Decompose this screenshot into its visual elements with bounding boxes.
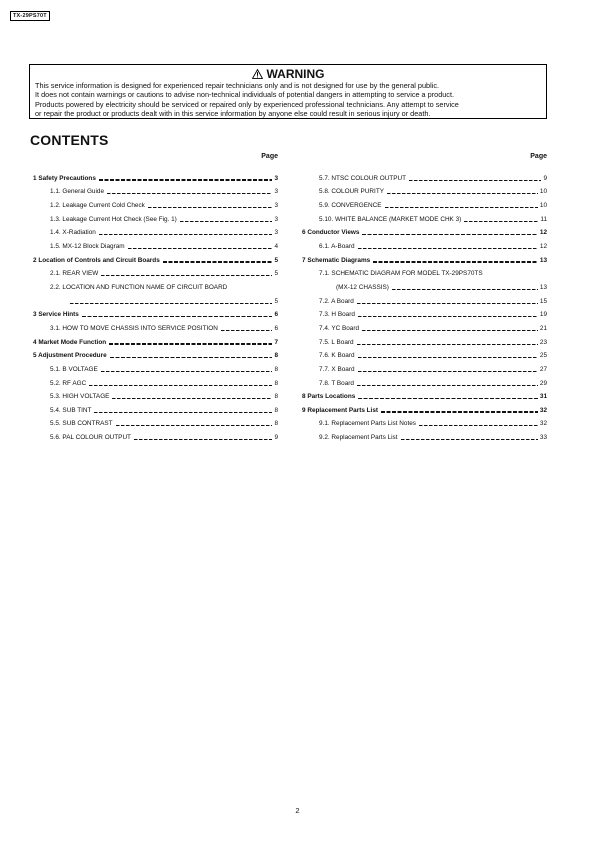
toc-entry[interactable] xyxy=(33,306,278,320)
toc-leader-dots xyxy=(373,261,538,263)
toc-entry-page: 8 xyxy=(274,406,278,414)
toc-entry-page: 15 xyxy=(539,297,547,305)
toc-leader-dots xyxy=(401,439,538,440)
toc-entry[interactable] xyxy=(302,292,547,306)
toc-entry[interactable] xyxy=(302,183,547,197)
warning-line: or repair the product or products dealt with in this service information by anyone else could result in serious injury or death. xyxy=(35,109,431,119)
toc-leader-dots xyxy=(110,357,273,359)
toc-entry-page: 3 xyxy=(274,201,278,209)
toc-entry[interactable] xyxy=(302,196,547,210)
toc-entry-page: 10 xyxy=(539,188,547,196)
toc-entry-title: 1.3. Leakage Current Hot Check (See Fig. 1) xyxy=(50,215,177,223)
toc-entry[interactable] xyxy=(302,374,547,388)
toc-leader-dots xyxy=(148,207,273,208)
toc-entry[interactable] xyxy=(302,401,547,415)
toc-entry[interactable] xyxy=(302,265,547,279)
toc-entry-page: 8 xyxy=(274,365,278,373)
toc-entry[interactable] xyxy=(33,210,278,224)
toc-leader-dots xyxy=(94,412,272,413)
toc-entry-title: 2.2. LOCATION AND FUNCTION NAME OF CIRCUIT BOARD xyxy=(50,283,228,291)
toc-leader-dots xyxy=(70,303,272,304)
toc-entry-title: 1.2. Leakage Current Cold Check xyxy=(50,201,145,209)
toc-entry-page: 12 xyxy=(539,229,547,237)
toc-entry[interactable] xyxy=(302,360,547,374)
toc-entry[interactable] xyxy=(302,347,547,361)
warning-line: It does not contain warnings or cautions to advise non-technical individuals of potential dangers in attempting to service a product. xyxy=(35,90,455,100)
toc-entry-title: 9.1. Replacement Parts List Notes xyxy=(319,420,416,428)
toc-entry[interactable] xyxy=(33,415,278,429)
toc-leader-dots xyxy=(112,398,272,399)
toc-leader-dots xyxy=(134,439,272,440)
toc-entry[interactable] xyxy=(33,319,278,333)
toc-entry[interactable] xyxy=(302,333,547,347)
toc-entry[interactable] xyxy=(302,224,547,238)
toc-leader-dots xyxy=(101,371,273,372)
toc-entry-page: 32 xyxy=(539,420,547,428)
warning-title: WARNING xyxy=(266,67,325,81)
toc-entry-page: 8 xyxy=(274,352,278,360)
toc-entry[interactable] xyxy=(33,265,278,279)
toc-entry[interactable] xyxy=(33,251,278,265)
toc-entry[interactable] xyxy=(33,428,278,442)
warning-box xyxy=(29,64,547,119)
toc-leader-dots xyxy=(221,330,273,331)
toc-leader-dots xyxy=(116,425,273,426)
toc-entry-title: 1.5. MX-12 Block Diagram xyxy=(50,242,125,250)
toc-entry-page: 32 xyxy=(539,406,547,414)
toc-entry[interactable] xyxy=(302,278,547,292)
toc-leader-dots xyxy=(358,371,538,372)
toc-leader-dots xyxy=(89,385,272,386)
toc-entry-title: 7.1. SCHEMATIC DIAGRAM FOR MODEL TX-29PS70TS xyxy=(319,270,483,278)
toc-entry[interactable] xyxy=(33,401,278,415)
toc-entry-title: 7.7. X Board xyxy=(319,365,355,373)
toc-entry[interactable] xyxy=(33,196,278,210)
toc-entry[interactable] xyxy=(33,374,278,388)
toc-entry-page: 19 xyxy=(539,311,547,319)
toc-leader-dots xyxy=(464,221,538,222)
toc-entry-title: 5.6. PAL COLOUR OUTPUT xyxy=(50,434,131,442)
warning-line: Products powered by electricity should be serviced or repaired only by experienced professional technicians. Any attempt to service xyxy=(35,99,459,109)
toc-entry-page: 3 xyxy=(274,215,278,223)
toc-leader-dots xyxy=(357,385,538,386)
toc-entry[interactable] xyxy=(33,224,278,238)
warning-text xyxy=(35,81,541,119)
toc-leader-dots xyxy=(180,221,273,222)
toc-entry[interactable] xyxy=(33,169,278,183)
toc-leader-dots xyxy=(392,289,538,290)
toc-entry-page: 21 xyxy=(539,324,547,332)
toc-entry-page: 33 xyxy=(539,434,547,442)
toc-entry-title: (MX-12 CHASSIS) xyxy=(336,283,389,291)
toc-entry[interactable] xyxy=(33,333,278,347)
toc-entry-page: 10 xyxy=(539,201,547,209)
warning-triangle-icon xyxy=(252,69,263,79)
toc-entry-page: 5 xyxy=(274,256,278,264)
toc-leader-dots xyxy=(362,330,538,331)
toc-entry[interactable] xyxy=(302,210,547,224)
page-column-header: Page xyxy=(530,153,547,160)
toc-entry-title: 7.8. T Board xyxy=(319,379,354,387)
toc-column-right xyxy=(302,152,547,442)
toc-entry-title: 7.4. YC Board xyxy=(319,324,360,332)
toc-leader-dots xyxy=(362,234,537,236)
toc-entry-title: 9.2. Replacement Parts List xyxy=(319,434,398,442)
toc-entry[interactable] xyxy=(302,237,547,251)
toc-entry-page: 3 xyxy=(274,229,278,237)
toc-entry-page: 7 xyxy=(274,338,278,346)
toc-column-left xyxy=(33,152,278,442)
toc-entry[interactable] xyxy=(302,428,547,442)
toc-leader-dots xyxy=(358,398,538,400)
toc-entry-title: 5.2. RF AGC xyxy=(50,379,87,387)
toc-entry-page: 23 xyxy=(539,338,547,346)
toc-entry-title: 5 Adjustment Procedure xyxy=(33,352,107,360)
toc-entry[interactable] xyxy=(33,237,278,251)
toc-entry[interactable] xyxy=(302,251,547,265)
contents-title: CONTENTS xyxy=(30,132,109,148)
toc-entry-page: 4 xyxy=(274,242,278,250)
toc-entry-page: 29 xyxy=(539,379,547,387)
toc-entry-page: 6 xyxy=(274,324,278,332)
toc-leader-dots xyxy=(358,357,538,358)
toc-entry-page: 25 xyxy=(539,352,547,360)
warning-line: This service information is designed for experienced repair technicians only and is not designed for use by the general public. xyxy=(35,81,439,90)
toc-entry-page: 3 xyxy=(274,188,278,196)
toc-leader-dots xyxy=(419,425,538,426)
toc-entry-title: 6 Conductor Views xyxy=(302,229,360,237)
toc-leader-dots xyxy=(381,411,538,413)
toc-entry-title: 5.10. WHITE BALANCE (MARKET MODE CHK 3) xyxy=(319,215,462,223)
warning-heading xyxy=(35,67,541,81)
toc-entry-page: 6 xyxy=(274,311,278,319)
model-label: TX-29PS70T xyxy=(10,11,50,21)
toc-entry-title: 3 Service Hints xyxy=(33,311,79,319)
toc-entry-page: 31 xyxy=(539,393,547,401)
toc-list-right xyxy=(302,169,547,442)
toc-entry-title: 5.7. NTSC COLOUR OUTPUT xyxy=(319,174,406,182)
toc-entry[interactable] xyxy=(302,319,547,333)
toc-entry[interactable] xyxy=(33,183,278,197)
toc-entry-title: 7.6. K Board xyxy=(319,352,355,360)
toc-leader-dots xyxy=(101,275,272,276)
toc-entry-title: 5.8. COLOUR PURITY xyxy=(319,188,384,196)
toc-entry-title: 1.4. X-Radiation xyxy=(50,229,96,237)
toc-leader-dots xyxy=(107,193,272,194)
toc-entry[interactable] xyxy=(33,347,278,361)
page-number: 2 xyxy=(295,806,300,815)
toc-entry-title: 3.1. HOW TO MOVE CHASSIS INTO SERVICE POSITION xyxy=(50,324,218,332)
toc-entry-title: 5.1. B VOLTAGE xyxy=(50,365,98,373)
toc-leader-dots xyxy=(82,316,273,318)
toc-entry-page: 5 xyxy=(274,270,278,278)
toc-entry[interactable] xyxy=(33,388,278,402)
toc-entry[interactable] xyxy=(302,169,547,183)
toc-entry-page: 8 xyxy=(274,379,278,387)
toc-leader-dots xyxy=(387,193,538,194)
toc-entry-page: 3 xyxy=(274,174,278,182)
toc-entry-page: 9 xyxy=(543,174,547,182)
toc-list-left xyxy=(33,169,278,442)
toc-entry-title: 7.3. H Board xyxy=(319,311,355,319)
toc-entry[interactable] xyxy=(302,415,547,429)
toc-entry-page: 13 xyxy=(539,283,547,291)
toc-entry-title: 6.1. A-Board xyxy=(319,242,355,250)
toc-entry-title: 7.2. A Board xyxy=(319,297,354,305)
page-column-header: Page xyxy=(261,153,278,160)
toc-entry-page: 5 xyxy=(274,297,278,305)
toc-entry-title: 8 Parts Locations xyxy=(302,393,356,401)
toc-entry-title: 5.5. SUB CONTRAST xyxy=(50,420,113,428)
toc-leader-dots xyxy=(409,180,541,181)
toc-entry-title: 1.1. General Guide xyxy=(50,188,104,196)
toc-leader-dots xyxy=(357,303,538,304)
toc-leader-dots xyxy=(99,234,273,235)
toc-entry-page: 8 xyxy=(274,420,278,428)
toc-leader-dots xyxy=(357,344,538,345)
toc-leader-dots xyxy=(109,343,272,345)
toc-entry-page: 27 xyxy=(539,365,547,373)
toc-leader-dots xyxy=(99,179,273,181)
toc-leader-dots xyxy=(358,316,538,317)
toc-entry[interactable] xyxy=(302,306,547,320)
toc-entry-title: 4 Market Mode Function xyxy=(33,338,107,346)
toc-entry[interactable] xyxy=(33,278,278,292)
toc-leader-dots xyxy=(385,207,538,208)
toc-entry-page: 9 xyxy=(274,434,278,442)
toc-entry-title: 2 Location of Controls and Circuit Boards xyxy=(33,256,160,264)
toc-entry-page: 13 xyxy=(539,256,547,264)
toc-leader-dots xyxy=(358,248,538,249)
toc-entry-title: 5.3. HIGH VOLTAGE xyxy=(50,393,110,401)
toc-entry[interactable] xyxy=(33,292,278,306)
toc-leader-dots xyxy=(163,261,273,263)
toc-entry-title: 7 Schematic Diagrams xyxy=(302,256,371,264)
toc-entry[interactable] xyxy=(33,360,278,374)
toc-entry-page: 12 xyxy=(539,242,547,250)
toc-entry-title: 5.9. CONVERGENCE xyxy=(319,201,382,209)
toc-leader-dots xyxy=(128,248,273,249)
toc-entry-title: 9 Replacement Parts List xyxy=(302,406,379,414)
toc-entry-title: 5.4. SUB TINT xyxy=(50,406,92,414)
toc-entry-title: 1 Safety Precautions xyxy=(33,174,96,182)
toc-entry-page: 11 xyxy=(540,215,547,223)
toc-entry-page: 8 xyxy=(274,393,278,401)
toc-entry-title: 7.5. L Board xyxy=(319,338,354,346)
toc-entry[interactable] xyxy=(302,388,547,402)
toc-entry-title: 2.1. REAR VIEW xyxy=(50,270,99,278)
